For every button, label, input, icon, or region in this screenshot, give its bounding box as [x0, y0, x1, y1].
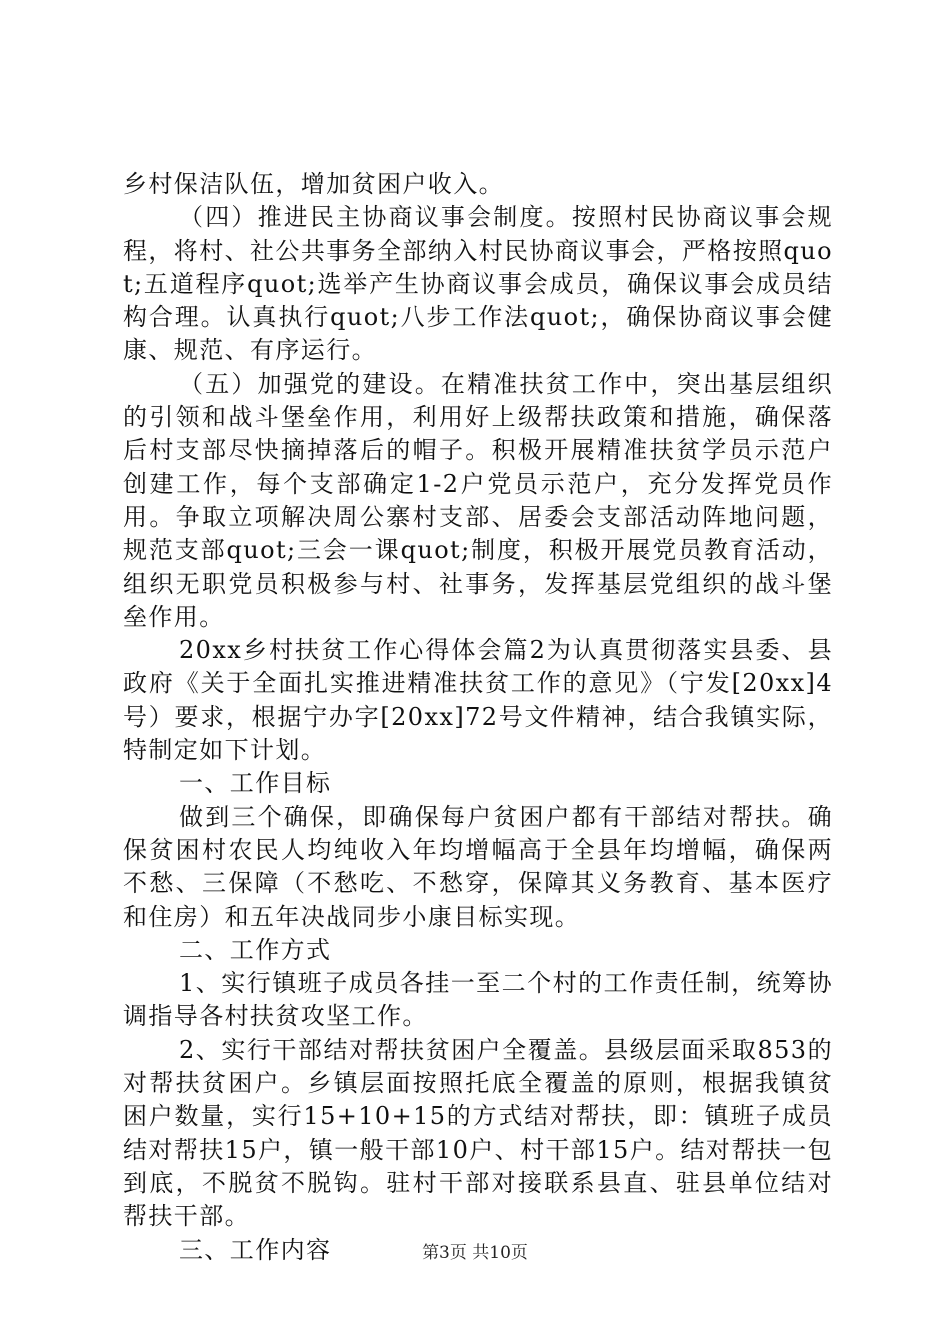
heading-work-methods: 二、工作方式 — [179, 935, 332, 964]
paragraph-article-2-intro: 20xx乡村扶贫工作心得体会篇2为认真贯彻落实县委、县政府《关于全面扎实推进精准扶贫工作的意见》（宁发[20xx]4号）要求，根据宁办字[20xx]72号文件精神，结合我镇实际，特制定如下计划。 — [123, 636, 833, 765]
paragraph-method-1: 1、实行镇班子成员各挂一至二个村的工作责任制，统筹协调指导各村扶贫攻坚工作。 — [123, 969, 833, 1031]
paragraph-work-goals: 做到三个确保，即确保每户贫困户都有干部结对帮扶。确保贫困村农民人均纯收入年均增幅高于全县年均增幅，确保两不愁、三保障（不愁吃、不愁穿，保障其义务教育、基本医疗和住房）和五年决战同步小康目标实现。 — [123, 802, 833, 931]
page-number-footer: 第3页 共10页 — [422, 1243, 528, 1263]
document-body — [123, 168, 833, 1267]
paragraph-method-2: 2、实行干部结对帮扶贫困户全覆盖。县级层面采取853的对帮扶贫困户。乡镇层面按照托底全覆盖的原则，根据我镇贫困户数量，实行15+10+15的方式结对帮扶，即：镇班子成员结对帮扶15户，镇一般干部10户、村干部15户。结对帮扶一包到底，不脱贫不脱钩。驻村干部对接联系县直、驻县单位结对帮扶干部。 — [123, 1035, 833, 1231]
paragraph-section-5: （五）加强党的建设。在精准扶贫工作中，突出基层组织的引领和战斗堡垒作用，利用好上级帮扶政策和措施，确保落后村支部尽快摘掉落后的帽子。积极开展精准扶贫学员示范户创建工作，每个支部确定1-2户党员示范户，充分发挥党员作用。争取立项解决周公寨村支部、居委会支部活动阵地问题，规范支部quot;三会一课quot;制度，积极开展党员教育活动，组织无职党员积极参与村、社事务，发挥基层党组织的战斗堡垒作用。 — [123, 369, 833, 631]
paragraph-continuation: 乡村保洁队伍，增加贫困户收入。 — [123, 170, 504, 198]
paragraph-section-4: （四）推进民主协商议事会制度。按照村民协商议事会规程，将村、社公共事务全部纳入村民协商议事会，严格按照quot;五道程序quot;选举产生协商议事会成员，确保议事会成员结构合理。认真执行quot;八步工作法quot;，确保协商议事会健康、规范、有序运行。 — [123, 203, 833, 365]
heading-work-content: 三、工作内容 — [179, 1235, 332, 1264]
heading-work-goals: 一、工作目标 — [179, 769, 332, 798]
